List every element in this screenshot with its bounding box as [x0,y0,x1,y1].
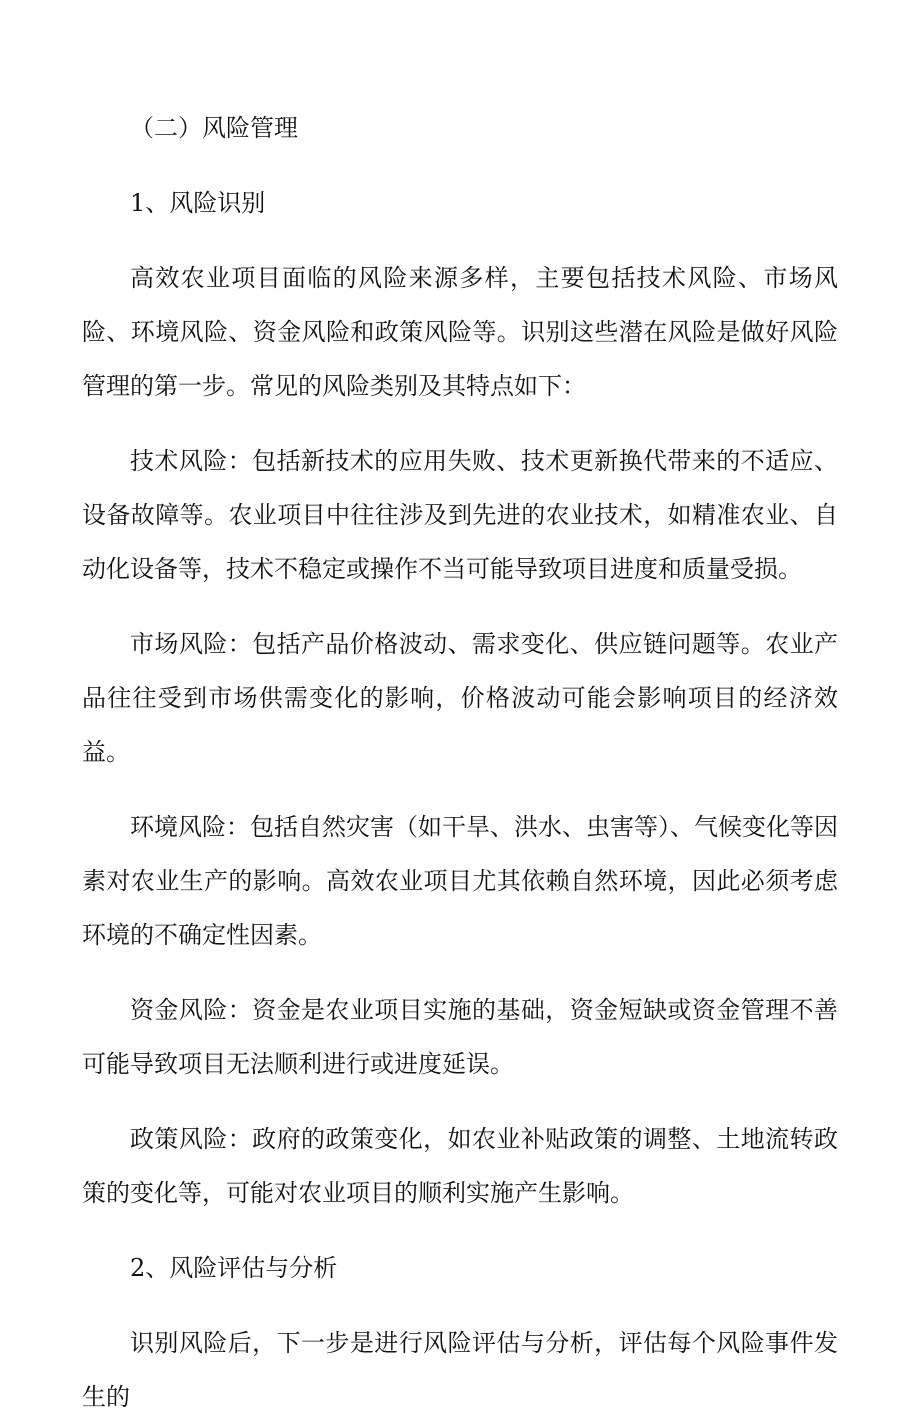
subsection-title-risk-identification: 1、风险识别 [130,189,266,217]
section-title: （二）风险管理 [130,114,298,142]
paragraph-risk-assessment-intro: 识别风险后，下一步是进行风险评估与分析，评估每个风险事件发生的 [82,1329,838,1411]
subsection-title-risk-assessment: 2、风险评估与分析 [130,1254,338,1282]
paragraph-risk-overview: 高效农业项目面临的风险来源多样，主要包括技术风险、市场风险、环境风险、资金风险和政策风险等。识别这些潜在风险是做好风险管理的第一步。常见的风险类别及其特点如下： [82,264,838,400]
paragraph-market-risk: 市场风险：包括产品价格波动、需求变化、供应链问题等。农业产品往往受到市场供需变化的影响，价格波动可能会影响项目的经济效益。 [82,630,838,766]
paragraph-financial-risk: 资金风险：资金是农业项目实施的基础，资金短缺或资金管理不善可能导致项目无法顺利进行或进度延误。 [82,996,838,1078]
paragraph-technical-risk: 技术风险：包括新技术的应用失败、技术更新换代带来的不适应、设备故障等。农业项目中往往涉及到先进的农业技术，如精准农业、自动化设备等，技术不稳定或操作不当可能导致项目进度和质量受损。 [82,447,838,583]
paragraph-policy-risk: 政策风险：政府的政策变化，如农业补贴政策的调整、土地流转政策的变化等，可能对农业项目的顺利实施产生影响。 [82,1125,838,1207]
paragraph-environmental-risk: 环境风险：包括自然灾害（如干旱、洪水、虫害等）、气候变化等因素对农业生产的影响。高效农业项目尤其依赖自然环境，因此必须考虑环境的不确定性因素。 [82,813,838,949]
